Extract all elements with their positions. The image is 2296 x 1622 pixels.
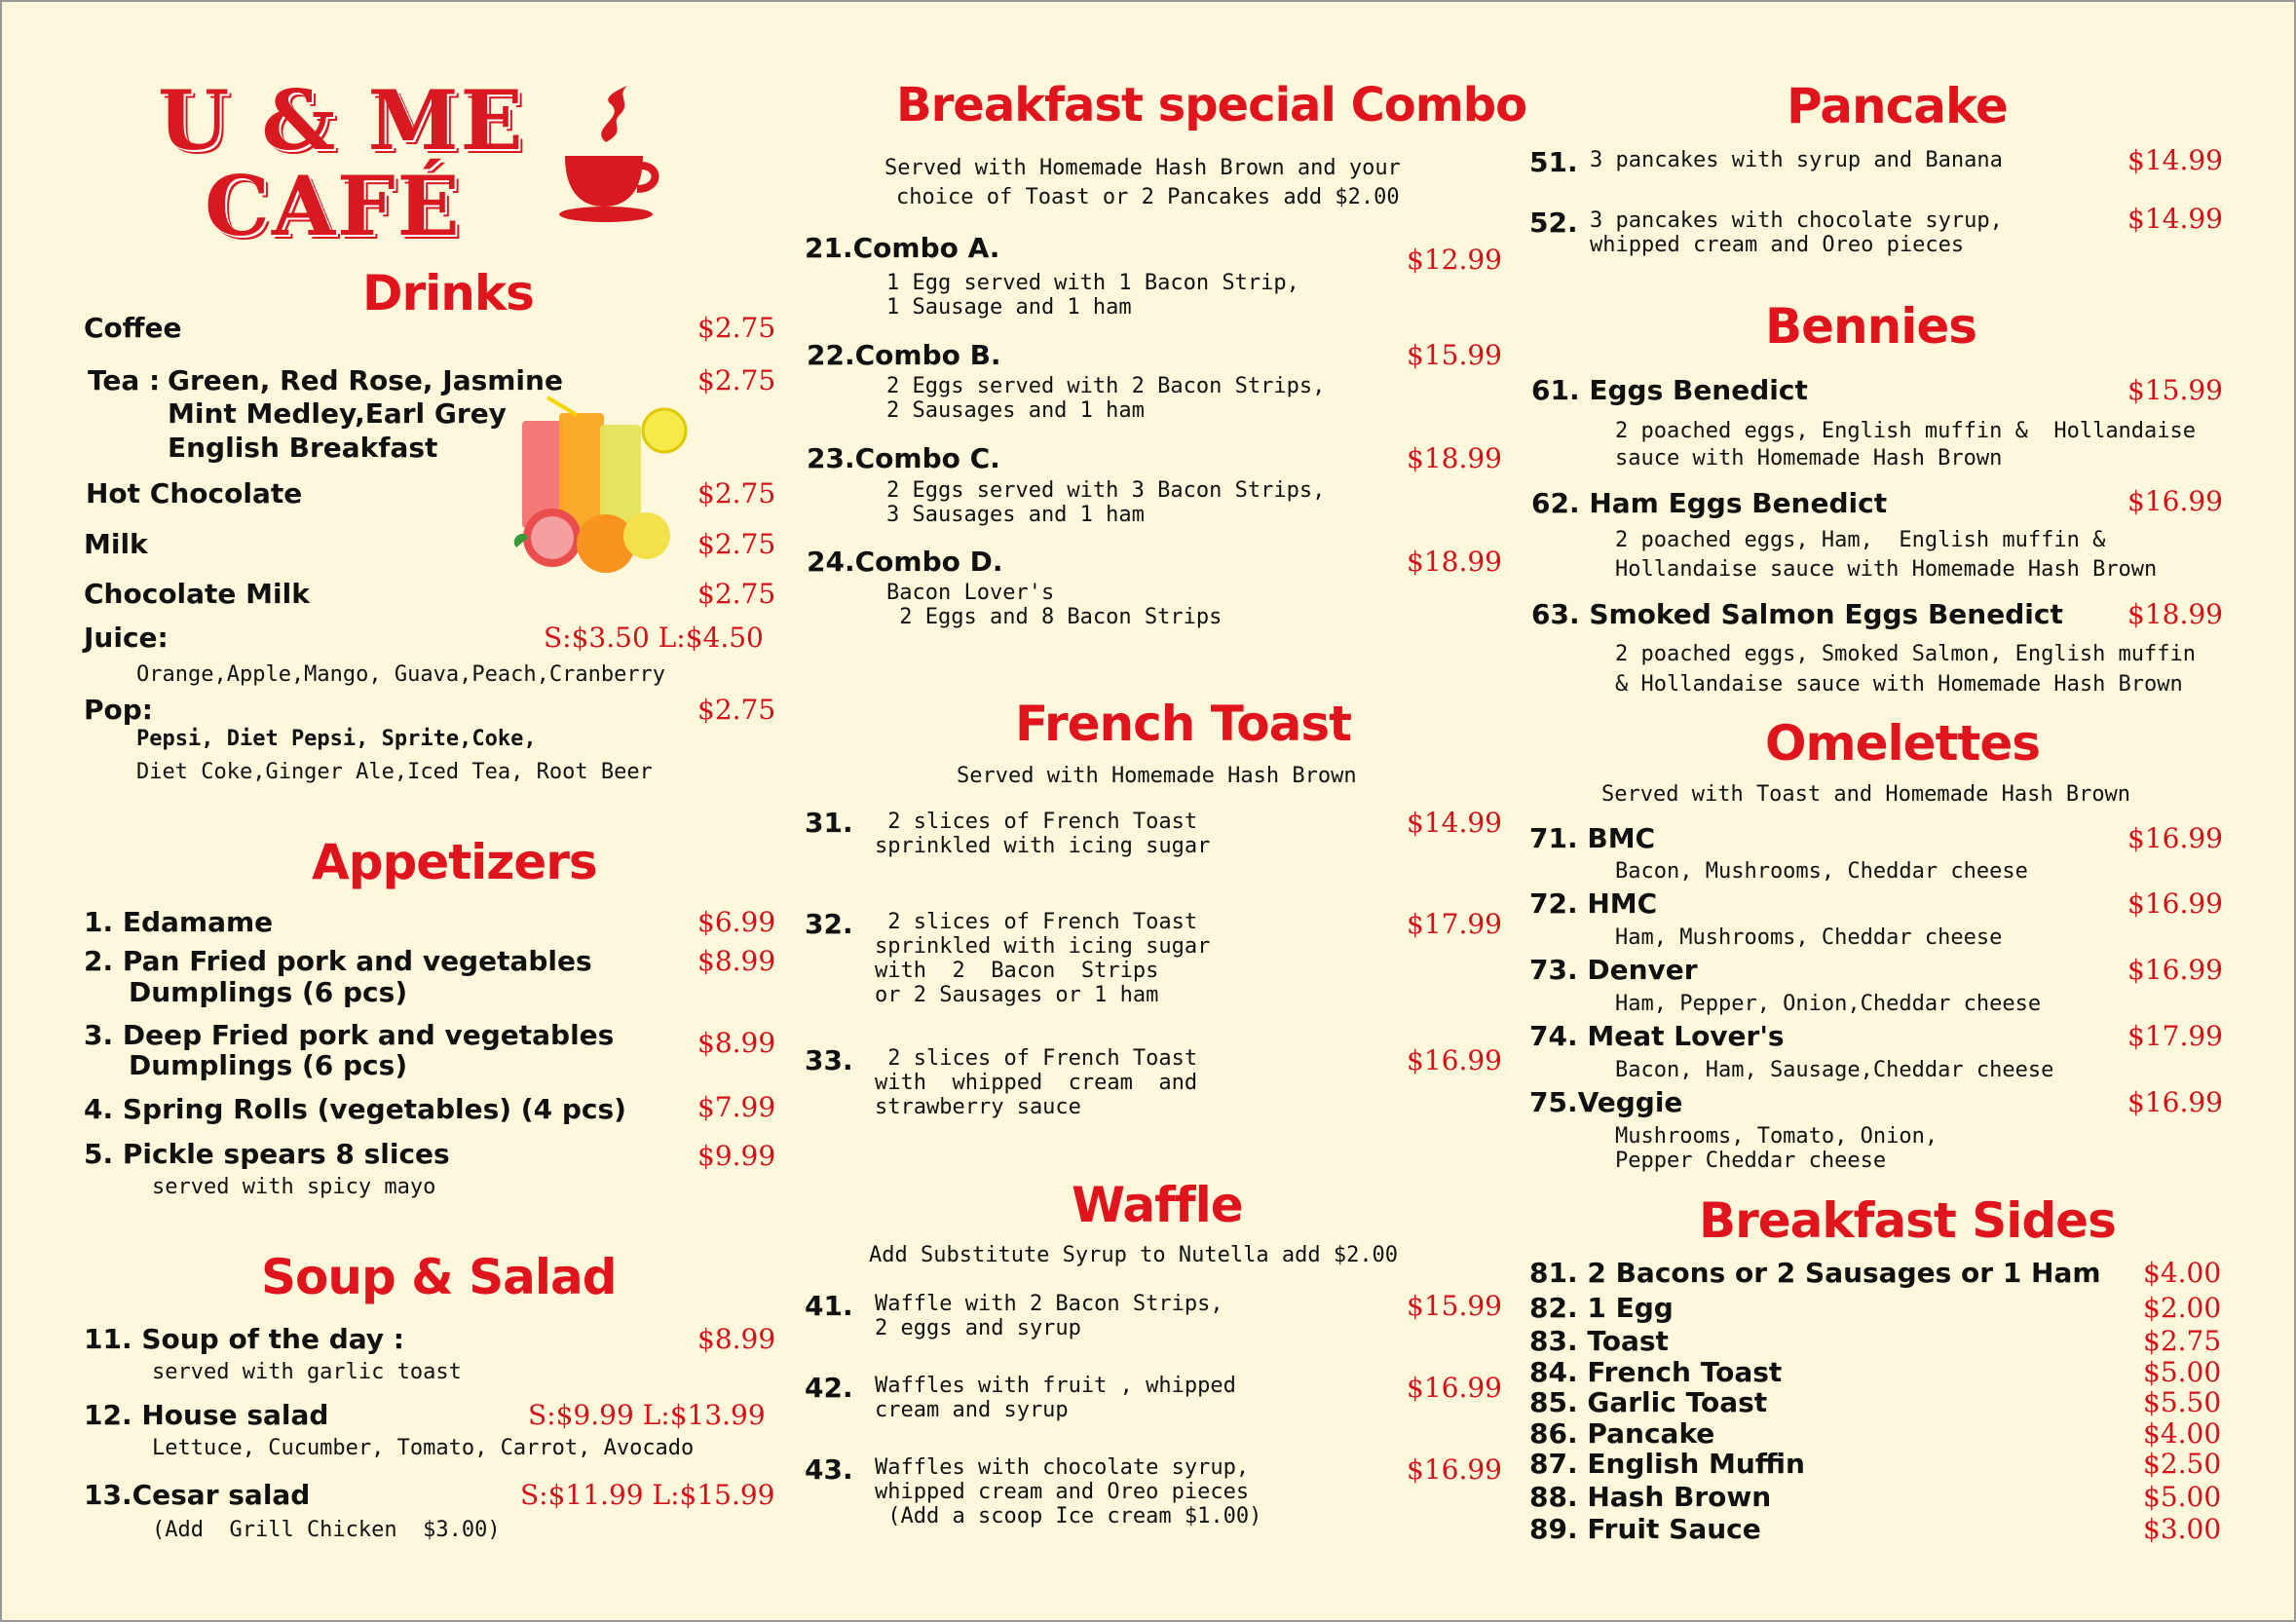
waffle-42-desc: Waffles with fruit , whipped cream and syrup — [875, 1374, 1236, 1422]
chocolate-milk-price: $2.75 — [697, 578, 776, 610]
bennies-title: Bennies — [1765, 298, 1977, 355]
appetizer-3-name: 3. Deep Fried pork and vegetables — [84, 1019, 615, 1051]
combo-d-price: $18.99 — [1407, 546, 1502, 578]
omelettes-title: Omelettes — [1765, 715, 2041, 772]
milk-name: Milk — [84, 528, 148, 560]
omelette-75-price: $16.99 — [2127, 1086, 2223, 1118]
side-83-name: 83. Toast — [1529, 1325, 1669, 1357]
combo-c-price: $18.99 — [1407, 442, 1502, 474]
combo-b-price: $15.99 — [1407, 339, 1502, 371]
tea-line-3: English Breakfast — [168, 432, 438, 464]
side-88-price: $5.00 — [2143, 1481, 2222, 1513]
bennies-63-desc: 2 poached eggs, Smoked Salmon, English muffin & Hollandaise sauce with Homemade Hash Brown — [1615, 642, 2197, 697]
omelette-71-desc: Bacon, Mushrooms, Cheddar cheese — [1615, 859, 2028, 884]
waffle-43-desc: Waffles with chocolate syrup, whipped cream and Oreo pieces (Add a scoop Ice cream $1.00) — [875, 1455, 1262, 1528]
pancake-51-num: 51. — [1529, 146, 1578, 178]
french-toast-31-desc: 2 slices of French Toast sprinkled with icing sugar — [875, 810, 1211, 858]
bennies-61-price: $15.99 — [2127, 374, 2223, 406]
side-83-price: $2.75 — [2143, 1325, 2222, 1357]
combo-title: Breakfast special Combo — [896, 78, 1527, 132]
french-toast-32-desc: 2 slices of French Toast sprinkled with icing sugar with 2 Bacon Strips or 2 Sausages or 1 ham — [875, 910, 1211, 1007]
waffle-title: Waffle — [1072, 1177, 1243, 1233]
bennies-63-price: $18.99 — [2127, 598, 2223, 630]
pop-price: $2.75 — [697, 694, 776, 726]
omelette-71-price: $16.99 — [2127, 822, 2223, 854]
appetizer-3-name-line-2: Dumplings (6 pcs) — [129, 1049, 408, 1081]
pancake-51-desc: 3 pancakes with syrup and Banana — [1590, 148, 2003, 172]
combo-b-desc: 2 Eggs served with 2 Bacon Strips, 2 Sausages and 1 ham — [886, 374, 1326, 423]
french-toast-33-desc: 2 slices of French Toast with whipped cream and strawberry sauce — [875, 1046, 1198, 1119]
french-toast-32-num: 32. — [805, 908, 853, 940]
pop-line-2: Diet Coke,Ginger Ale,Iced Tea, Root Beer — [136, 760, 653, 784]
salad-3-price: S:$11.99 L:$15.99 — [520, 1479, 775, 1511]
bennies-63-name: 63. Smoked Salmon Eggs Benedict — [1531, 598, 2063, 630]
french-toast-subtitle: Served with Homemade Hash Brown — [957, 764, 1357, 788]
side-82-name: 82. 1 Egg — [1529, 1292, 1674, 1324]
side-86-price: $4.00 — [2143, 1417, 2222, 1450]
waffle-42-num: 42. — [805, 1372, 853, 1404]
tea-line-2: Mint Medley,Earl Grey — [168, 397, 507, 430]
combo-c-desc: 2 Eggs served with 3 Bacon Strips, 3 Sausages and 1 ham — [886, 478, 1326, 527]
french-toast-31-num: 31. — [805, 807, 853, 839]
soup-salad-title: Soup & Salad — [261, 1249, 617, 1305]
tea-price: $2.75 — [697, 364, 776, 396]
appetizer-5-price: $9.99 — [697, 1140, 776, 1172]
bennies-61-desc: 2 poached eggs, English muffin & Hollandaise sauce with Homemade Hash Brown — [1615, 419, 2197, 471]
salad-2-desc: Lettuce, Cucumber, Tomato, Carrot, Avocado — [152, 1436, 695, 1460]
juice-glasses-icon — [499, 392, 694, 575]
pancake-52-desc: 3 pancakes with chocolate syrup, whipped cream and Oreo pieces — [1590, 208, 2003, 257]
side-81-name: 81. 2 Bacons or 2 Sausages or 1 Ham — [1529, 1257, 2101, 1289]
combo-subtitle-2: choice of Toast or 2 Pancakes add $2.00 — [896, 185, 1400, 209]
salad-2-price: S:$9.99 L:$13.99 — [528, 1399, 766, 1431]
omelette-71-name: 71. BMC — [1529, 822, 1656, 854]
appetizer-1-price: $6.99 — [697, 906, 776, 938]
waffle-43-price: $16.99 — [1407, 1453, 1502, 1486]
side-87-price: $2.50 — [2143, 1448, 2222, 1480]
pop-name: Pop: — [84, 694, 153, 726]
coffee-price: $2.75 — [697, 312, 776, 344]
appetizer-4-price: $7.99 — [697, 1091, 776, 1123]
side-85-name: 85. Garlic Toast — [1529, 1386, 1768, 1418]
omelette-73-desc: Ham, Pepper, Onion,Cheddar cheese — [1615, 992, 2042, 1016]
pancake-52-num: 52. — [1529, 207, 1578, 239]
omelette-75-name: 75.Veggie — [1529, 1086, 1683, 1118]
side-84-name: 84. French Toast — [1529, 1356, 1783, 1388]
omelette-73-price: $16.99 — [2127, 954, 2223, 986]
omelette-72-desc: Ham, Mushrooms, Cheddar cheese — [1615, 925, 2003, 950]
side-81-price: $4.00 — [2143, 1257, 2222, 1289]
hot-chocolate-name: Hot Chocolate — [86, 477, 303, 509]
soup-1-desc: served with garlic toast — [152, 1360, 462, 1384]
sides-title: Breakfast Sides — [1699, 1192, 2116, 1249]
french-toast-33-num: 33. — [805, 1044, 853, 1076]
combo-a-desc: 1 Egg served with 1 Bacon Strip, 1 Sausage and 1 ham — [886, 271, 1299, 320]
pancake-52-price: $14.99 — [2127, 203, 2223, 235]
omelette-74-desc: Bacon, Ham, Sausage,Cheddar cheese — [1615, 1058, 2054, 1082]
tea-label: Tea : — [88, 364, 161, 396]
omelette-72-price: $16.99 — [2127, 887, 2223, 920]
waffle-41-num: 41. — [805, 1290, 853, 1322]
combo-d-name: 24.Combo D. — [807, 546, 1003, 578]
omelette-74-name: 74. Meat Lover's — [1529, 1020, 1785, 1052]
side-89-name: 89. Fruit Sauce — [1529, 1513, 1761, 1545]
appetizer-2-name: 2. Pan Fried pork and vegetables — [84, 945, 592, 977]
waffle-43-num: 43. — [805, 1453, 853, 1486]
combo-a-name: 21.Combo A. — [805, 232, 1000, 264]
french-toast-title: French Toast — [1015, 696, 1351, 752]
bennies-62-desc: 2 poached eggs, Ham, English muffin & Hollandaise sauce with Homemade Hash Brown — [1615, 528, 2158, 582]
appetizers-title: Appetizers — [312, 834, 597, 890]
french-toast-31-price: $14.99 — [1407, 807, 1502, 839]
side-86-name: 86. Pancake — [1529, 1417, 1715, 1450]
appetizer-5-desc: served with spicy mayo — [152, 1175, 436, 1199]
logo-line-1: U & ME — [158, 72, 525, 169]
omelettes-subtitle: Served with Toast and Homemade Hash Brown — [1601, 782, 2131, 807]
side-84-price: $5.00 — [2143, 1356, 2222, 1388]
bennies-62-price: $16.99 — [2127, 485, 2223, 517]
side-85-price: $5.50 — [2143, 1386, 2222, 1418]
juice-price: S:$3.50 L:$4.50 — [544, 622, 764, 654]
side-89-price: $3.00 — [2143, 1513, 2222, 1545]
appetizer-2-name-line-2: Dumplings (6 pcs) — [129, 976, 408, 1008]
combo-c-name: 23.Combo C. — [807, 442, 1000, 474]
omelette-72-name: 72. HMC — [1529, 887, 1658, 920]
soup-1-name: 11. Soup of the day : — [84, 1323, 404, 1355]
combo-d-desc: Bacon Lover's 2 Eggs and 8 Bacon Strips — [886, 581, 1223, 629]
omelette-74-price: $17.99 — [2127, 1020, 2223, 1052]
combo-a-price: $12.99 — [1407, 244, 1502, 276]
side-82-price: $2.00 — [2143, 1292, 2222, 1324]
appetizer-4-name: 4. Spring Rolls (vegetables) (4 pcs) — [84, 1093, 626, 1125]
tea-line-1: Green, Red Rose, Jasmine — [168, 364, 563, 396]
appetizer-1-name: 1. Edamame — [84, 906, 274, 938]
juice-name: Juice: — [84, 622, 169, 654]
milk-price: $2.75 — [697, 528, 776, 560]
drinks-title: Drinks — [362, 265, 534, 321]
chocolate-milk-name: Chocolate Milk — [84, 578, 310, 610]
salad-2-name: 12. House salad — [84, 1399, 329, 1431]
combo-subtitle-1: Served with Homemade Hash Brown and your — [885, 156, 1401, 180]
side-87-name: 87. English Muffin — [1529, 1448, 1805, 1480]
bennies-62-name: 62. Ham Eggs Benedict — [1531, 487, 1888, 519]
waffle-42-price: $16.99 — [1407, 1372, 1502, 1404]
waffle-41-price: $15.99 — [1407, 1290, 1502, 1322]
coffee-cup-icon — [559, 84, 666, 230]
juice-desc: Orange,Apple,Mango, Guava,Peach,Cranberry — [136, 662, 666, 687]
bennies-61-name: 61. Eggs Benedict — [1531, 374, 1808, 406]
waffle-41-desc: Waffle with 2 Bacon Strips, 2 eggs and syrup — [875, 1292, 1223, 1340]
appetizer-5-name: 5. Pickle spears 8 slices — [84, 1138, 450, 1170]
coffee-name: Coffee — [84, 312, 182, 344]
pop-line-1: Pepsi, Diet Pepsi, Sprite,Coke, — [136, 727, 537, 751]
french-toast-33-price: $16.99 — [1407, 1044, 1502, 1076]
combo-b-name: 22.Combo B. — [807, 339, 1001, 371]
pancake-51-price: $14.99 — [2127, 144, 2223, 176]
side-88-name: 88. Hash Brown — [1529, 1481, 1772, 1513]
soup-1-price: $8.99 — [697, 1323, 776, 1355]
omelette-75-desc: Mushrooms, Tomato, Onion, Pepper Cheddar cheese — [1615, 1124, 1938, 1173]
appetizer-2-price: $8.99 — [697, 945, 776, 977]
logo-line-2: CAFÉ — [205, 158, 462, 254]
pancake-title: Pancake — [1787, 78, 2008, 134]
salad-3-desc: (Add Grill Chicken $3.00) — [152, 1518, 501, 1542]
omelette-73-name: 73. Denver — [1529, 954, 1698, 986]
salad-3-name: 13.Cesar salad — [84, 1479, 311, 1511]
waffle-subtitle: Add Substitute Syrup to Nutella add $2.00 — [869, 1243, 1399, 1267]
french-toast-32-price: $17.99 — [1407, 908, 1502, 940]
appetizer-3-price: $8.99 — [697, 1027, 776, 1059]
hot-chocolate-price: $2.75 — [697, 477, 776, 509]
